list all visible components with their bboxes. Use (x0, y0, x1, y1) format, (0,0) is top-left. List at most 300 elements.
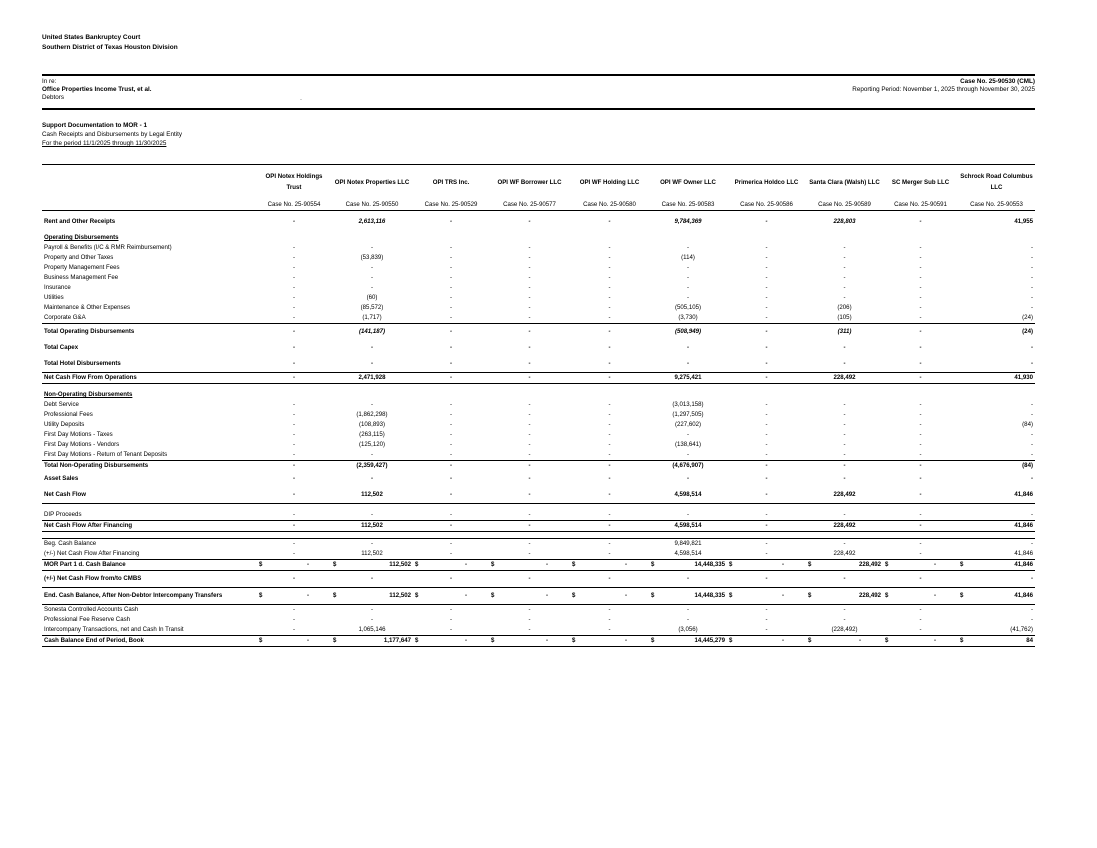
table-row (42, 293, 1035, 303)
value-cell (489, 560, 570, 571)
value-cell: - (292, 244, 296, 251)
table-row (42, 510, 1035, 521)
row-label: Property and Other Taxes (44, 254, 114, 261)
value-cell: - (489, 510, 570, 521)
value-cell: - (570, 313, 649, 324)
value-cell: - (806, 510, 883, 521)
value-cell: - (843, 462, 846, 469)
spacer-cell (42, 532, 1035, 539)
table-row (42, 450, 1035, 461)
row-label: Total Hotel Disbursements (44, 360, 121, 367)
value-cell: - (570, 549, 649, 560)
value-cell: - (765, 360, 768, 367)
column-header: OPI Notex Properties LLC (331, 165, 413, 200)
value-cell: - (331, 539, 413, 550)
value-cell: 228,492 (806, 521, 883, 532)
value-cell: - (686, 431, 690, 438)
currency-symbol: $ (808, 561, 812, 568)
empty-cell (649, 390, 727, 400)
row-label: Utilities (44, 294, 64, 301)
table-row (42, 461, 1035, 472)
value-cell: - (257, 539, 331, 550)
value-cell: - (449, 575, 453, 582)
column-case-number: Case No. 25-90529 (413, 199, 489, 211)
value-cell: - (370, 344, 374, 351)
value-cell: - (449, 254, 453, 261)
value-cell: - (958, 510, 1035, 521)
column-case-number: Case No. 25-90589 (806, 199, 883, 211)
money-cell (960, 591, 1033, 601)
row-label: Beg. Cash Balance (42, 539, 257, 550)
value-cell: - (449, 274, 453, 281)
value-cell: - (919, 244, 922, 251)
column-case-number: Case No. 25-90553 (958, 199, 1035, 211)
value-cell (570, 636, 649, 647)
amount: 1,177,647 (383, 637, 411, 644)
money-cell (960, 636, 1033, 646)
value-cell: (3,013,158) (672, 401, 704, 408)
value-cell: - (292, 274, 296, 281)
column-case-number: Case No. 25-90577 (489, 199, 570, 211)
value-cell: - (1030, 606, 1033, 613)
value-cell: - (413, 510, 489, 521)
value-cell: - (843, 575, 846, 582)
value-cell: - (528, 328, 531, 335)
value-cell: - (608, 421, 611, 428)
court-header (42, 33, 178, 52)
value-cell: - (1030, 616, 1033, 623)
value-cell (883, 588, 958, 605)
value-cell: - (489, 487, 570, 504)
value-cell (489, 636, 570, 647)
column-header: Santa Clara (Walsh) LLC (806, 165, 883, 200)
currency-symbol: $ (415, 592, 419, 599)
value-cell: - (843, 344, 846, 351)
table-row (42, 324, 1035, 341)
amount: 14,448,335 (694, 592, 725, 599)
money-cell (729, 591, 804, 601)
value-cell: - (292, 401, 296, 408)
value-cell: - (843, 284, 846, 291)
value-cell: 228,492 (806, 373, 883, 384)
empty-cell (413, 390, 489, 400)
value-cell: - (843, 244, 846, 251)
column-case-number: Case No. 25-90591 (883, 199, 958, 211)
currency-symbol: $ (960, 637, 964, 644)
value-cell: - (489, 539, 570, 550)
value-cell: - (528, 304, 531, 311)
value-cell: - (292, 575, 296, 582)
row-label: End. Cash Balance, After Non-Debtor Intercompany Transfers (42, 588, 257, 605)
row-label: MOR Part 1 d. Cash Balance (42, 560, 257, 571)
value-cell: - (370, 616, 374, 623)
value-cell: 2,613,116 (358, 218, 386, 225)
value-cell: - (1030, 294, 1033, 301)
value-cell: 41,846 (958, 549, 1035, 560)
value-cell: - (919, 274, 922, 281)
value-cell: 112,502 (331, 487, 413, 504)
table-row (42, 539, 1035, 550)
empty-cell (257, 233, 331, 243)
money-cell (729, 560, 804, 570)
value-cell: - (528, 575, 531, 582)
money-cell (491, 636, 568, 646)
table-row (42, 283, 1035, 293)
value-cell: 2,471,928 (331, 373, 413, 384)
empty-cell (570, 390, 649, 400)
value-cell: - (370, 264, 374, 271)
amount: - (464, 561, 467, 568)
value-cell: - (449, 344, 453, 351)
value-cell: - (413, 487, 489, 504)
value-cell: - (608, 411, 611, 418)
currency-symbol: $ (729, 637, 733, 644)
value-cell: (228,492) (806, 625, 883, 636)
value-cell (727, 588, 806, 605)
table-row (42, 390, 1035, 400)
value-cell: - (528, 284, 531, 291)
value-cell: - (449, 462, 453, 469)
value-cell: (138,641) (674, 441, 702, 448)
money-cell (651, 636, 725, 646)
value-cell: - (765, 344, 768, 351)
amount: - (624, 637, 627, 644)
value-cell: - (608, 328, 611, 335)
amount: 41,846 (1014, 561, 1033, 568)
money-cell (729, 636, 804, 646)
value-cell: - (608, 431, 611, 438)
currency-symbol: $ (885, 561, 889, 568)
value-cell: - (843, 441, 846, 448)
value-cell: - (686, 360, 690, 367)
value-cell (649, 588, 727, 605)
value-cell: - (292, 218, 296, 225)
money-cell (572, 636, 647, 646)
value-cell: - (570, 373, 649, 384)
value-cell: - (608, 344, 611, 351)
value-cell (257, 636, 331, 647)
value-cell: - (413, 549, 489, 560)
empty-cell (331, 233, 413, 243)
table-row (42, 313, 1035, 324)
value-cell: - (413, 450, 489, 461)
value-cell: - (370, 575, 374, 582)
value-cell: - (489, 549, 570, 560)
value-cell: - (686, 575, 690, 582)
table-row (42, 303, 1035, 313)
value-cell: - (292, 294, 296, 301)
table-row (42, 615, 1035, 625)
amount: - (306, 561, 309, 568)
value-cell: - (727, 487, 806, 504)
value-cell: - (727, 549, 806, 560)
value-cell: - (528, 344, 531, 351)
value-cell: - (608, 360, 611, 367)
money-cell (572, 591, 647, 601)
table-row (42, 373, 1035, 384)
value-cell: - (528, 462, 531, 469)
case-blank (42, 199, 257, 211)
empty-cell (806, 233, 883, 243)
value-cell: - (883, 521, 958, 532)
value-cell: - (843, 421, 846, 428)
table-row (42, 430, 1035, 440)
value-cell: - (765, 401, 768, 408)
value-cell (806, 636, 883, 647)
amount: - (545, 637, 548, 644)
value-cell (883, 560, 958, 571)
amount: 112,502 (389, 592, 411, 599)
value-cell: - (919, 284, 922, 291)
value-cell (727, 636, 806, 647)
currency-symbol: $ (259, 637, 263, 644)
table-row (42, 233, 1035, 243)
value-cell: 41,955 (1014, 218, 1033, 225)
amount: - (933, 592, 936, 599)
currency-symbol: $ (885, 592, 889, 599)
value-cell: - (528, 218, 531, 225)
currency-symbol: $ (415, 561, 419, 568)
value-cell (257, 560, 331, 571)
value-cell: - (528, 274, 531, 281)
empty-cell (806, 390, 883, 400)
empty-cell (883, 233, 958, 243)
value-cell: - (686, 274, 690, 281)
value-cell: (105) (806, 313, 883, 324)
value-cell: - (806, 539, 883, 550)
value-cell: - (919, 294, 922, 301)
value-cell: - (370, 475, 374, 482)
value-cell: - (528, 431, 531, 438)
table-row (42, 487, 1035, 504)
value-cell: - (727, 373, 806, 384)
currency-symbol: $ (808, 637, 812, 644)
value-cell (649, 636, 727, 647)
row-label: First Day Motions - Vendors (44, 441, 120, 448)
value-cell: - (608, 274, 611, 281)
value-cell: - (843, 294, 846, 301)
value-cell: - (727, 521, 806, 532)
value-cell: - (370, 606, 374, 613)
case-caption (42, 74, 1035, 110)
amount: - (464, 592, 467, 599)
column-header: Primerica Holdco LLC (727, 165, 806, 200)
value-cell: - (919, 441, 922, 448)
value-cell: (3,730) (649, 313, 727, 324)
currency-symbol: $ (259, 592, 263, 599)
money-cell (885, 636, 956, 646)
value-cell: - (765, 304, 768, 311)
row-label: (+/-) Net Cash Flow After Financing (42, 549, 257, 560)
value-cell: - (570, 539, 649, 550)
case-number: Case No. 25-90530 (CML) (960, 78, 1035, 85)
column-header: OPI TRS Inc. (413, 165, 489, 200)
value-cell: (3,056) (649, 625, 727, 636)
value-cell: - (292, 475, 296, 482)
row-label: Net Cash Flow (42, 487, 257, 504)
value-cell: - (686, 284, 690, 291)
table-row (42, 625, 1035, 636)
value-cell: - (292, 606, 296, 613)
amount: - (545, 592, 548, 599)
currency-symbol: $ (651, 592, 655, 599)
value-cell: - (449, 475, 453, 482)
value-cell: - (528, 421, 531, 428)
money-cell (259, 636, 329, 646)
empty-cell (727, 390, 806, 400)
value-cell: - (292, 462, 296, 469)
value-cell: - (843, 411, 846, 418)
money-cell (885, 591, 956, 601)
value-cell: - (257, 625, 331, 636)
value-cell: - (257, 450, 331, 461)
value-cell: - (686, 616, 690, 623)
amount: - (781, 561, 784, 568)
row-label: Cash Balance End of Period, Book (42, 636, 257, 647)
value-cell: - (1030, 244, 1033, 251)
value-cell: - (257, 373, 331, 384)
value-cell: - (608, 616, 611, 623)
value-cell: - (608, 284, 611, 291)
value-cell: - (919, 421, 922, 428)
value-cell: - (883, 313, 958, 324)
amount: - (545, 561, 548, 568)
table-row (42, 588, 1035, 605)
value-cell: - (608, 441, 611, 448)
value-cell (806, 560, 883, 571)
amount: - (933, 637, 936, 644)
column-header: Schrock Road Columbus LLC (958, 165, 1035, 200)
value-cell: (1,717) (331, 313, 413, 324)
value-cell: - (528, 360, 531, 367)
value-cell: - (449, 218, 453, 225)
empty-cell (727, 233, 806, 243)
money-cell (572, 560, 647, 570)
value-cell: - (727, 539, 806, 550)
currency-symbol: $ (415, 637, 419, 644)
debtors-label: Debtors (42, 94, 65, 102)
value-cell: - (449, 616, 453, 623)
money-cell (491, 591, 568, 601)
column-header: SC Merger Sub LLC (883, 165, 958, 200)
value-cell: - (765, 441, 768, 448)
value-cell: - (958, 450, 1035, 461)
value-cell: - (765, 294, 768, 301)
money-cell (808, 636, 881, 646)
value-cell: - (331, 510, 413, 521)
value-cell: - (883, 549, 958, 560)
money-cell (259, 591, 329, 601)
value-cell (413, 636, 489, 647)
value-cell: (41,762) (958, 625, 1035, 636)
table-row (42, 400, 1035, 410)
value-cell: - (1030, 475, 1033, 482)
value-cell: - (765, 284, 768, 291)
value-cell: - (449, 441, 453, 448)
value-cell (331, 560, 413, 571)
value-cell: - (649, 450, 727, 461)
row-label: (+/-) Net Cash Flow from/to CMBS (44, 575, 142, 582)
value-cell: (311) (837, 328, 852, 335)
value-cell (883, 636, 958, 647)
money-cell (885, 560, 956, 570)
row-label: Debt Service (44, 401, 79, 408)
value-cell (331, 588, 413, 605)
currency-symbol: $ (651, 561, 655, 568)
value-cell: - (919, 304, 922, 311)
column-case-number: Case No. 25-90580 (570, 199, 649, 211)
value-cell (958, 588, 1035, 605)
value-cell: - (727, 450, 806, 461)
value-cell: - (449, 411, 453, 418)
value-cell: - (370, 244, 374, 251)
value-cell: - (413, 539, 489, 550)
value-cell: - (449, 606, 453, 613)
money-cell (333, 636, 411, 646)
value-cell: - (449, 431, 453, 438)
table-row (42, 605, 1035, 616)
value-cell (958, 636, 1035, 647)
value-cell: - (292, 254, 296, 261)
table-row (42, 217, 1035, 227)
value-cell: - (449, 304, 453, 311)
value-cell: - (1030, 344, 1033, 351)
value-cell: - (257, 510, 331, 521)
amount: 112,502 (389, 561, 411, 568)
value-cell: (85,572) (360, 304, 384, 311)
currency-symbol: $ (333, 592, 337, 599)
value-cell: - (570, 450, 649, 461)
value-cell: - (727, 313, 806, 324)
amount: - (781, 592, 784, 599)
value-cell: - (686, 264, 690, 271)
value-cell: - (449, 264, 453, 271)
value-cell: - (686, 294, 690, 301)
table-row (42, 571, 1035, 588)
value-cell: - (413, 313, 489, 324)
value-cell: - (765, 421, 768, 428)
value-cell (649, 560, 727, 571)
value-cell: - (883, 625, 958, 636)
currency-symbol: $ (808, 592, 812, 599)
case-number-row (42, 199, 1035, 211)
column-case-number: Case No. 25-90550 (331, 199, 413, 211)
currency-symbol: $ (333, 561, 337, 568)
value-cell: - (883, 450, 958, 461)
value-cell: 9,849,821 (649, 539, 727, 550)
row-label: Total Operating Disbursements (44, 328, 135, 335)
value-cell: - (765, 575, 768, 582)
column-header: OPI WF Holding LLC (570, 165, 649, 200)
value-cell: - (649, 510, 727, 521)
amount: - (624, 561, 627, 568)
value-cell: - (919, 606, 922, 613)
value-cell: - (919, 360, 922, 367)
reporting-period: Reporting Period: November 1, 2025 through November 30, 2025 (852, 86, 1035, 94)
value-cell (570, 560, 649, 571)
value-cell: - (919, 218, 922, 225)
column-header: OPI WF Borrower LLC (489, 165, 570, 200)
value-cell: - (528, 401, 531, 408)
value-cell (958, 560, 1035, 571)
value-cell: (206) (837, 304, 852, 311)
column-case-number: Case No. 25-90554 (257, 199, 331, 211)
value-cell: - (686, 244, 690, 251)
currency-symbol: $ (572, 561, 576, 568)
value-cell: - (843, 401, 846, 408)
value-cell: - (765, 244, 768, 251)
value-cell: - (686, 475, 690, 482)
